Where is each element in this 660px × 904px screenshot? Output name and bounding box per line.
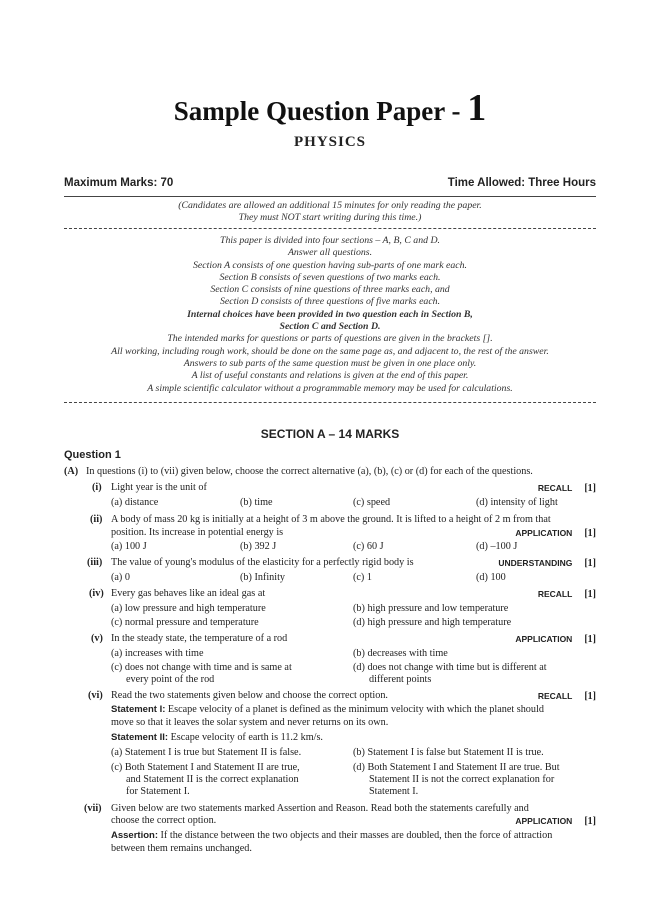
option: (c) 1 — [353, 572, 372, 583]
question-tag: APPLICATION [1] — [515, 528, 596, 539]
section-heading: SECTION A – 14 MARKS — [260, 427, 400, 441]
maximum-marks: Maximum Marks: 70 — [64, 177, 174, 189]
option: (c) speed — [353, 497, 391, 508]
option-continued: for Statement I. — [126, 786, 190, 797]
option: (a) 0 — [111, 572, 130, 583]
subject-heading: PHYSICS — [293, 134, 367, 150]
question-text: Every gas behaves like an ideal gas at — [111, 588, 266, 599]
question-number: (ii) — [90, 514, 103, 525]
option: (d) does not change with time but is different at — [353, 662, 547, 673]
question-tag: APPLICATION [1] — [515, 816, 596, 827]
statement-one: Statement I: Escape velocity of a planet is defined as the minimum velocity with which the planet should — [111, 704, 544, 715]
option: (a) 100 J — [111, 541, 147, 552]
option-continued: every point of the rod — [126, 674, 215, 685]
option: (b) Infinity — [240, 572, 285, 583]
statement-two: Statement II: Escape velocity of earth is 11.2 km/s. — [111, 732, 323, 743]
question-number: (iii) — [87, 557, 103, 568]
assertion-continued: between them remains unchanged. — [111, 843, 252, 854]
statement-continued: move so that it leaves the solar system and never returns on its own. — [111, 717, 389, 728]
question-text: position. Its increase in potential energy is — [111, 527, 284, 538]
option: (b) high pressure and low temperature — [353, 603, 509, 614]
marks-time-row — [64, 177, 596, 195]
question-number: (i) — [92, 482, 102, 493]
dashed-divider — [64, 228, 596, 229]
header-rule — [64, 196, 596, 197]
option: (b) 392 J — [240, 541, 277, 552]
option: (d) Both Statement I and Statement II are true. But — [353, 762, 560, 773]
option: (d) high pressure and high temperature — [353, 617, 512, 628]
paper-title: Sample Question Paper - 1 — [173, 87, 487, 129]
instructions-block: This paper is divided into four sections – A, B, C and D. Answer all questions. Section A consists of one question having sub-parts of one mark each. Section B consists of seven questions of two marks each. Section C consists of nine questions of three marks each, and Section D consists of three questions of five marks each. Internal choices have been provided in two question each in Section B, Section C and Section D. The intended marks for questions or parts of questions are given in the brackets []. All working, including rough work, should be done on the same page as, and adjacent to, the rest of the answer. Answers to sub parts of the same question must be given in one place only. A list of useful constants and relations is given at the end of this paper. A simple scientific calculator without a programmable memory may be used for calculations. — [111, 235, 549, 394]
part-label: (A) — [64, 466, 79, 477]
option-continued: Statement I. — [369, 786, 419, 797]
question-number: (iv) — [89, 588, 104, 599]
assertion: Assertion: If the distance between the two objects and their masses are doubled, then the force of attraction — [111, 830, 553, 841]
option: (b) time — [240, 497, 273, 508]
question-number: (vii) — [84, 803, 102, 814]
question-number: (v) — [91, 633, 103, 644]
question-text: choose the correct option. — [111, 815, 217, 826]
question-heading: Question 1 — [64, 449, 121, 461]
option-continued: Statement II is not the correct explanation for — [369, 774, 555, 785]
option-continued: and Statement II is the correct explanation — [126, 774, 299, 785]
option: (d) –100 J — [476, 541, 518, 552]
option: (a) distance — [111, 497, 159, 508]
reading-time-notice: (Candidates are allowed an additional 15 minutes for only reading the paper. They must NOT start writing during this time.) — [178, 200, 482, 224]
question-tag: APPLICATION [1] — [515, 634, 596, 645]
option: (d) intensity of light — [476, 497, 558, 508]
option: (c) normal pressure and temperature — [111, 617, 259, 628]
option: (c) does not change with time and is same at — [111, 662, 292, 673]
question-text: The value of young's modulus of the elasticity for a perfectly rigid body is — [111, 557, 414, 568]
question-text: Light year is the unit of — [111, 482, 207, 493]
option: (a) low pressure and high temperature — [111, 603, 266, 614]
question-number: (vi) — [88, 690, 103, 701]
dashed-divider — [64, 402, 596, 403]
option: (c) 60 J — [353, 541, 384, 552]
question-text: Read the two statements given below and choose the correct option. — [111, 690, 388, 701]
option: (c) Both Statement I and Statement II are true, — [111, 762, 300, 773]
question-tag: UNDERSTANDING [1] — [498, 558, 596, 569]
question-tag: RECALL [1] — [537, 691, 596, 702]
option: (a) increases with time — [111, 648, 204, 659]
question-text: In the steady state, the temperature of a rod — [111, 633, 288, 644]
question-text: A body of mass 20 kg is initially at a height of 3 m above the ground. It is lifted to a height of 2 m from that — [111, 514, 551, 525]
option: (d) 100 — [476, 572, 506, 583]
option: (b) Statement I is false but Statement II is true. — [353, 747, 544, 758]
question-tag: RECALL [1] — [537, 483, 596, 494]
option-continued: different points — [369, 674, 432, 685]
question-text: Given below are two statements marked Assertion and Reason. Read both the statements carefully and — [111, 803, 529, 814]
time-allowed: Time Allowed: Three Hours — [447, 177, 596, 189]
part-instruction: In questions (i) to (vii) given below, choose the correct alternative (a), (b), (c) or (d) for each of the questions. — [86, 466, 533, 477]
question-tag: RECALL [1] — [537, 589, 596, 600]
option: (b) decreases with time — [353, 648, 448, 659]
option: (a) Statement I is true but Statement II is false. — [111, 747, 302, 758]
